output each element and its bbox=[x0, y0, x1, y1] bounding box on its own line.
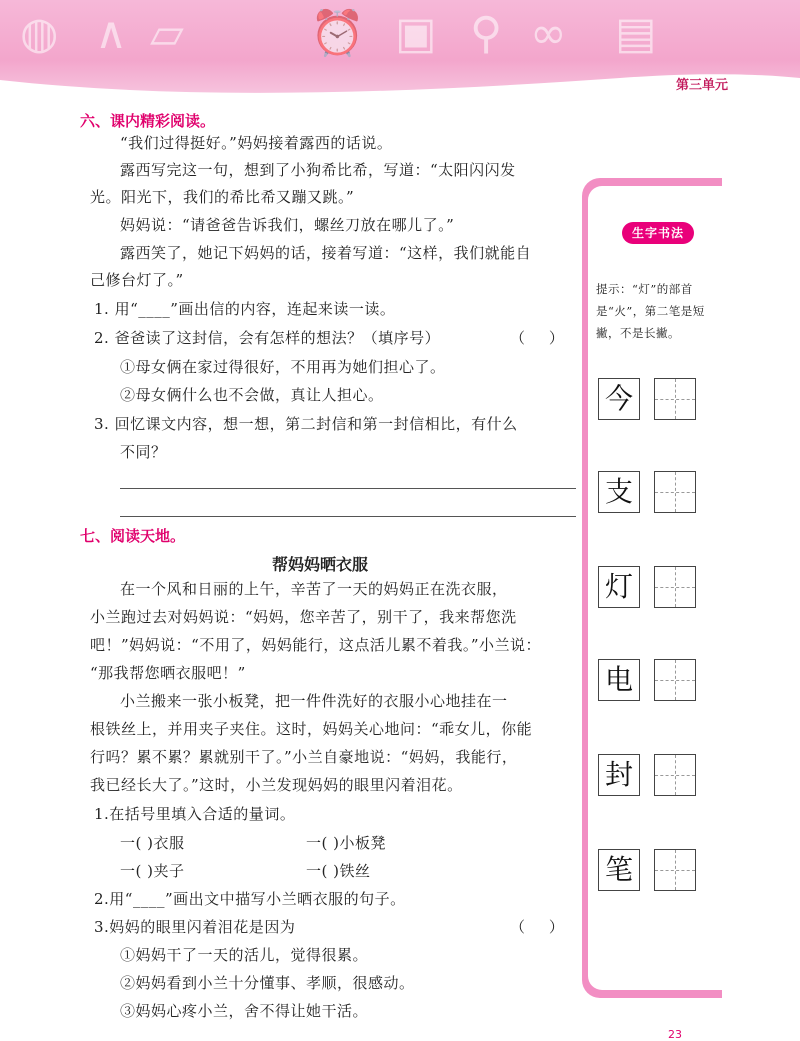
alarm-clock-icon: ⏰ bbox=[310, 8, 365, 59]
measure-word-blank[interactable]: 一( )夹子 bbox=[120, 862, 185, 880]
book-icon: ▱ bbox=[150, 8, 184, 59]
model-character-box bbox=[598, 566, 640, 608]
model-character-box bbox=[598, 378, 640, 420]
practice-grid[interactable] bbox=[654, 566, 696, 608]
writing-hint: 提示：“灯”的部首是“火”，第二笔是短撇，不是长撇。 bbox=[596, 282, 705, 340]
passage-line: 露西写完这一句，想到了小狗希比希，写道：“太阳闪闪发 bbox=[120, 161, 516, 179]
article-title: 帮妈妈晒衣服 bbox=[271, 555, 368, 574]
passage-line: 吧！”妈妈说：“不用了，妈妈能行，这点活儿累不着我。”小兰说： bbox=[90, 636, 542, 654]
practice-grid[interactable] bbox=[654, 378, 696, 420]
calligraphy-sidebar bbox=[582, 178, 722, 998]
measure-word-blank[interactable]: 一( )衣服 bbox=[120, 834, 185, 852]
question-1: 1. 用“____”画出信的内容，连起来读一读。 bbox=[94, 300, 396, 318]
answer-paren[interactable]: （ ） bbox=[510, 329, 564, 347]
option-item: ②母女俩什么也不会做，真让人担心。 bbox=[120, 386, 384, 404]
sidebar-header: 生字书法 bbox=[622, 222, 694, 244]
model-character-box bbox=[598, 659, 640, 701]
measure-word-blank[interactable]: 一( )铁丝 bbox=[306, 862, 371, 880]
notebook-icon: ▤ bbox=[615, 8, 657, 59]
passage-line: “我们过得挺好。”妈妈接着露西的话说。 bbox=[120, 134, 393, 152]
question-2: 2. 爸爸读了这封信，会有怎样的想法？（填序号） bbox=[94, 329, 441, 347]
passage-line: 小兰搬来一张小板凳，把一件件洗好的衣服小心地挂在一 bbox=[120, 692, 508, 710]
globe-icon: ◍ bbox=[20, 8, 59, 59]
passage-line: 我已经长大了。”这时，小兰发现妈妈的眼里闪着泪花。 bbox=[90, 776, 463, 794]
section-six-title: 六、课内精彩阅读。 bbox=[80, 112, 216, 130]
model-character-box bbox=[598, 849, 640, 891]
question-3: 3. 回忆课文内容，想一想，第二封信和第一封信相比，有什么 bbox=[94, 415, 518, 433]
passage-line: 妈妈说：“请爸爸告诉我们，螺丝刀放在哪儿了。” bbox=[120, 216, 455, 234]
model-character: 灯 bbox=[604, 570, 633, 603]
passage-line: 己修台灯了。” bbox=[90, 271, 184, 289]
option-item: ①妈妈干了一天的活儿，觉得很累。 bbox=[120, 946, 369, 964]
passage-line: 行吗？累不累？累就别干了。”小兰自豪地说：“妈妈，我能行， bbox=[90, 748, 518, 766]
briefcase-icon: ▣ bbox=[395, 8, 437, 59]
question-1: 1.在括号里填入合适的量词。 bbox=[94, 805, 296, 823]
question-3: 3.妈妈的眼里闪着泪花是因为 bbox=[94, 918, 296, 936]
practice-grid[interactable] bbox=[654, 849, 696, 891]
page-number: 23 bbox=[668, 1028, 682, 1041]
answer-line[interactable] bbox=[120, 488, 576, 489]
practice-grid[interactable] bbox=[654, 754, 696, 796]
question-3-continued: 不同？ bbox=[120, 443, 167, 461]
model-character-box bbox=[598, 754, 640, 796]
question-2: 2.用“____”画出文中描写小兰晒衣服的句子。 bbox=[94, 890, 406, 908]
compass-icon: ∧ bbox=[95, 8, 128, 59]
model-character: 笔 bbox=[604, 853, 633, 886]
passage-line: 光。阳光下，我们的希比希又蹦又跳。” bbox=[90, 188, 355, 206]
passage-line: “那我帮您晒衣服吧！” bbox=[90, 664, 246, 682]
glasses-icon: ∞ bbox=[530, 8, 567, 59]
passage-line: 根铁丝上，并用夹子夹住。这时，妈妈关心地问：“乖女儿，你能 bbox=[90, 720, 533, 738]
option-item: ①母女俩在家过得很好，不用再为她们担心了。 bbox=[120, 358, 446, 376]
passage-line: 露西笑了，她记下妈妈的话，接着写道：“这样，我们就能自 bbox=[120, 244, 532, 262]
model-character: 支 bbox=[604, 475, 633, 508]
passage-line: 在一个风和日丽的上午，辛苦了一天的妈妈正在洗衣服， bbox=[120, 580, 508, 598]
measure-word-blank[interactable]: 一( )小板凳 bbox=[306, 834, 386, 852]
practice-grid[interactable] bbox=[654, 659, 696, 701]
model-character-box bbox=[598, 471, 640, 513]
sidebar-panel bbox=[588, 186, 722, 990]
answer-paren[interactable]: （ ） bbox=[510, 918, 564, 936]
model-character: 今 bbox=[604, 382, 633, 415]
model-character: 电 bbox=[604, 663, 633, 696]
option-item: ③妈妈心疼小兰，舍不得让她干活。 bbox=[120, 1002, 369, 1020]
answer-line[interactable] bbox=[120, 516, 576, 517]
option-item: ②妈妈看到小兰十分懂事、孝顺，很感动。 bbox=[120, 974, 415, 992]
passage-line: 小兰跑过去对妈妈说：“妈妈，您辛苦了，别干了，我来帮您洗 bbox=[90, 608, 517, 626]
section-seven-title: 七、阅读天地。 bbox=[80, 527, 186, 545]
practice-grid[interactable] bbox=[654, 471, 696, 513]
model-character: 封 bbox=[604, 758, 633, 791]
unit-label: 第三单元 bbox=[675, 78, 728, 93]
magnifier-icon: ⚲ bbox=[470, 8, 503, 59]
